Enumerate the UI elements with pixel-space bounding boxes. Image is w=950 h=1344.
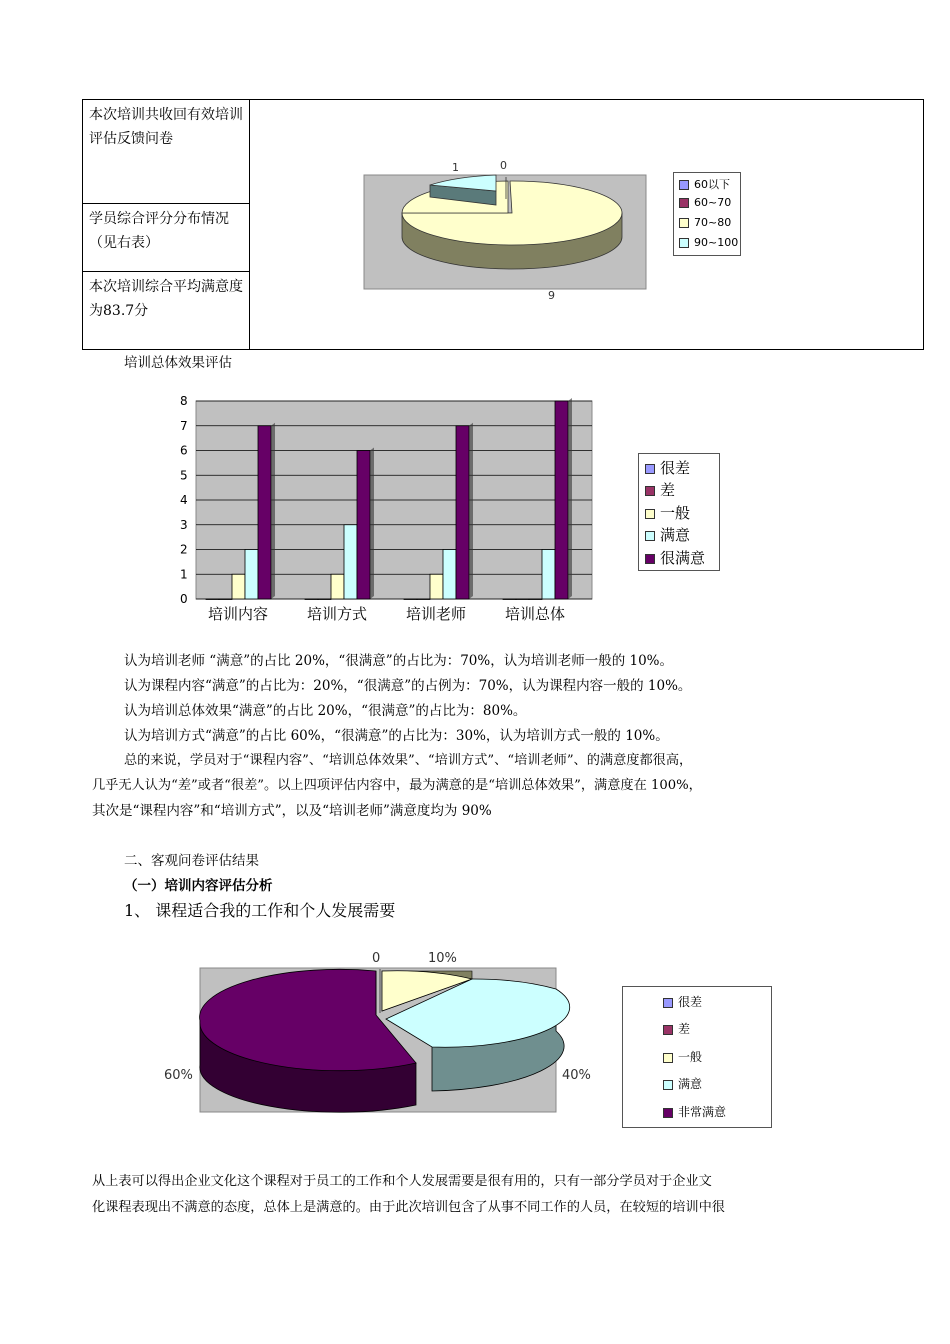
chart2-legend-item: 很差 [645,457,690,478]
bar [206,599,219,600]
chart3-legend-item: 差 [663,1020,690,1037]
chart2-legend-item: 一般 [645,502,690,523]
y-tick-label: 0 [180,592,188,606]
y-tick-label: 2 [180,542,188,557]
summary-row2-label: 学员综合评分分布情况（见右表） [83,204,250,272]
bar [404,599,417,600]
chart3-legend [622,986,772,1128]
paragraph-summary-2: 几乎无人认为“差”或者“很差”。以上四项评估内容中，最为满意的是“培训总体效果”，满意度在 100%， [92,778,702,793]
bar [529,599,542,600]
chart1-label-b: 0 [500,159,507,172]
bar [331,574,344,599]
chart1-legend-item: 70~80 [679,216,731,229]
bar-side [568,398,572,599]
bar [430,574,443,599]
bar [542,550,555,600]
bar [443,550,456,600]
bar [516,599,529,600]
paragraph-method: 认为培训方式“满意”的占比 60%，“很满意”的占比为：30%，认为培训方式一般的 10%。 [124,728,669,744]
y-tick-label: 6 [180,443,188,458]
x-tick-label: 培训总体 [505,605,566,623]
chart2-legend-item: 满意 [645,524,690,545]
bar [232,574,245,599]
chart1-label-c: 9 [548,289,555,302]
chart2-legend [638,453,720,571]
training-effect-bar-chart [172,395,597,625]
chart3-legend-item: 满意 [663,1075,702,1092]
bar-side [271,423,275,599]
paragraph-summary-3: 其次是“课程内容”和“培训方式”，以及“培训老师”满意度均为 90% [92,803,492,819]
chart1-legend-item: 60~70 [679,196,731,209]
bar [555,401,568,599]
bar [245,550,258,600]
summary-row3-label: 本次培训综合平均满意度为83.7分 [83,272,250,350]
x-tick-label: 培训老师 [406,605,467,623]
bar [417,599,430,600]
bar [258,426,271,599]
summary-row1-label: 本次培训共收回有效培训评估反馈问卷 [83,100,250,204]
bar [503,599,516,600]
closing-line-2: 化课程表现出不满意的态度，总体上是满意的。由于此次培训包含了从事不同工作的人员，在较短的培训中很 [92,1200,725,1215]
y-tick-label: 1 [180,567,188,582]
chart1-legend [673,172,741,256]
chart3-legend-item: 很差 [663,993,702,1010]
score-distribution-pie-chart [360,155,660,305]
chart3-label-ten: 10% [428,951,457,966]
paragraph-teacher: 认为培训老师 “满意”的占比 20%，“很满意”的占比为：70%，认为培训老师一般的 10%。 [124,653,673,669]
y-tick-label: 7 [180,418,188,433]
paragraph-content: 认为课程内容“满意”的占比为：20%，“很满意”的占例为：70%，认为课程内容一般的 10%。 [124,678,692,694]
y-tick-label: 5 [180,468,188,483]
heading-question-1: 1、 课程适合我的工作和个人发展需要 [124,901,396,920]
course-fit-pie-chart [160,945,600,1120]
chart1-legend-item: 90~100 [679,236,738,249]
chart1-legend-item: 60以下 [679,176,730,192]
chart2-legend-item: 差 [645,479,675,500]
y-tick-label: 4 [180,493,188,507]
bar-side [370,448,374,600]
chart3-legend-item: 非常满意 [663,1103,726,1120]
y-tick-label: 3 [180,517,188,532]
bar [318,599,331,600]
chart3-label-zero: 0 [372,951,381,966]
paragraph-overall: 认为培训总体效果“满意”的占比 20%，“很满意”的占比为：80%。 [124,703,527,719]
x-tick-label: 培训方式 [307,605,368,623]
bar [357,451,370,600]
chart2-legend-item: 很满意 [645,547,705,568]
section-title: 培训总体效果评估 [124,355,232,371]
x-tick-label: 培训内容 [208,605,269,623]
chart1-label-a: 1 [452,161,459,174]
bar [305,599,318,600]
chart3-legend-item: 一般 [663,1048,702,1065]
bar-side [469,423,473,599]
chart3-label-forty: 40% [562,1068,591,1083]
chart3-label-sixty: 60% [164,1068,193,1083]
closing-line-1: 从上表可以得出企业文化这个课程对于员工的工作和个人发展需要是很有用的，只有一部分学员对于企业文 [92,1174,712,1189]
paragraph-summary-1: 总的来说，学员对于“课程内容”、“培训总体效果”、“培训方式”、“培训老师”、的满意度都很高， [124,753,693,768]
bar [344,525,357,599]
y-tick-label: 8 [180,395,188,408]
heading-content-analysis: （一）培训内容评估分析 [124,878,273,894]
bar [219,599,232,600]
bar [456,426,469,599]
heading-objective-results: 二、客观问卷评估结果 [124,853,259,869]
